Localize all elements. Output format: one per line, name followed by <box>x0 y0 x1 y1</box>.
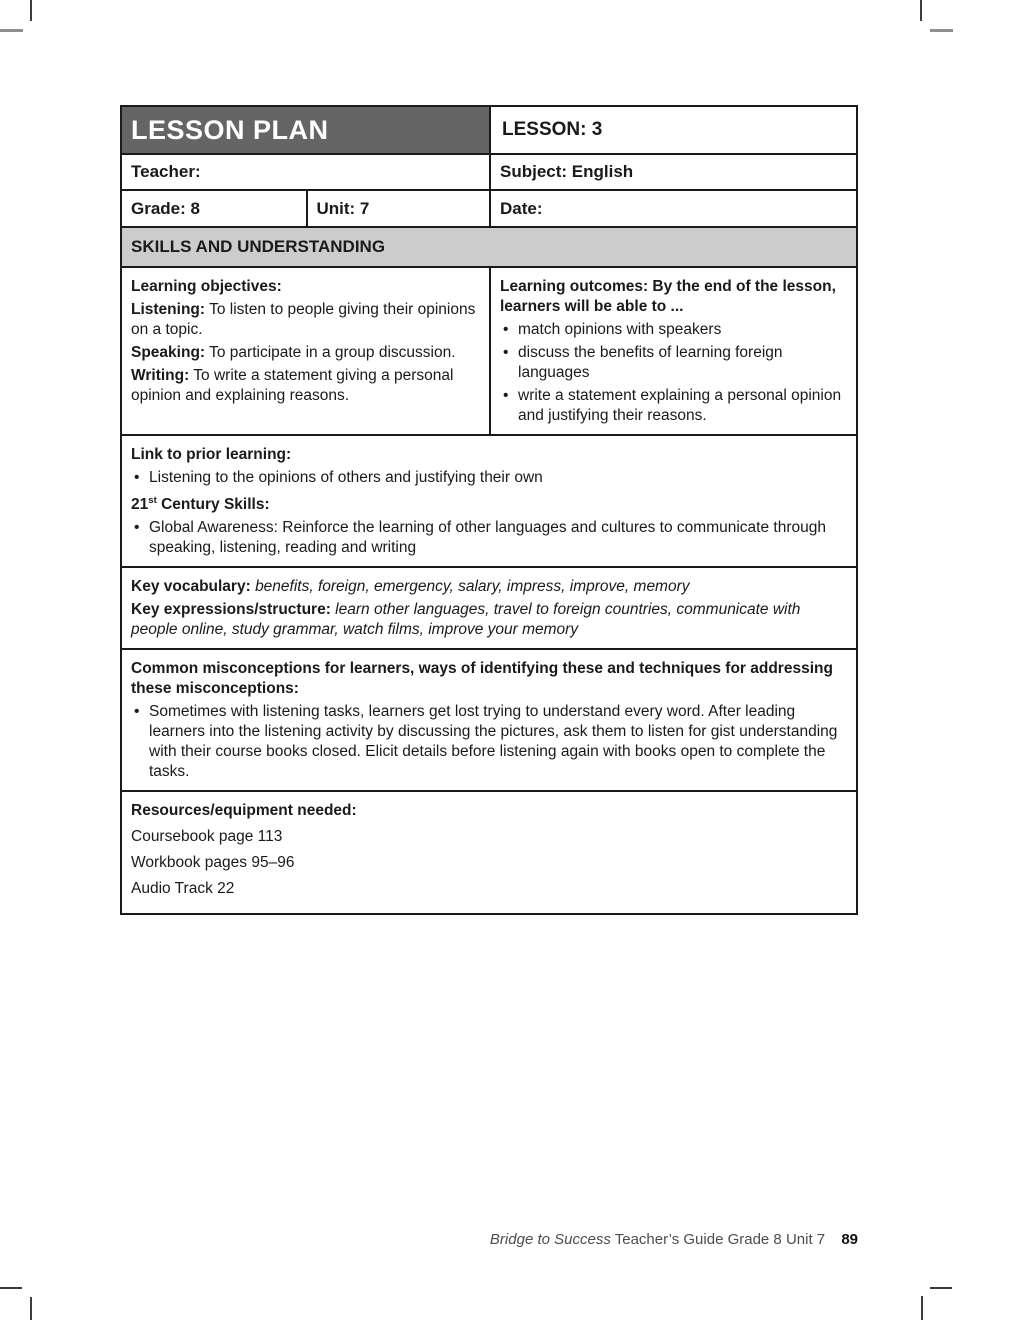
vocabulary-cell <box>122 568 856 648</box>
crop-mark-bottom-left-horizontal <box>0 1287 22 1289</box>
misconceptions-heading: Common misconceptions for learners, ways of identifying these and techniques for addressing these misconceptions: <box>131 660 833 698</box>
outcome-bullet: • write a statement explaining a personal opinion and justifying their reasons. <box>500 386 846 426</box>
lesson-plan-table <box>120 105 858 915</box>
objective-speaking: Speaking: To participate in a group discussion. <box>131 344 456 361</box>
table-row-vocabulary <box>122 568 856 650</box>
outcomes-heading: Learning outcomes: By the end of the lesson, learners will be able to ... <box>500 278 836 315</box>
unit-label: Unit: 7 <box>306 191 490 226</box>
footer-guide-text: Teacher’s Guide Grade 8 Unit 7 <box>614 1231 826 1248</box>
crop-mark-top-right-vertical <box>920 0 922 21</box>
objectives-heading: Learning objectives: <box>131 278 282 295</box>
date-label: Date: <box>489 191 856 226</box>
table-row-prior-learning <box>122 436 856 568</box>
table-row-teacher-subject <box>122 155 856 191</box>
teacher-label: Teacher: <box>131 162 201 181</box>
subject-label: Subject: English <box>489 155 856 189</box>
crop-mark-top-left-horizontal <box>0 29 23 32</box>
resource-item: Workbook pages 95–96 <box>131 854 295 872</box>
key-vocabulary-line: Key vocabulary: benefits, foreign, emergency, salary, impress, improve, memory <box>131 578 690 596</box>
outcome-bullet: • match opinions with speakers <box>500 320 846 340</box>
objective-writing: Writing: To write a statement giving a personal opinion and explaining reasons. <box>131 367 454 404</box>
crop-mark-bottom-right-vertical <box>921 1296 923 1320</box>
crop-mark-top-right-horizontal <box>930 29 953 32</box>
prior-learning-cell <box>122 436 856 566</box>
table-row-misconceptions <box>122 650 856 792</box>
resources-heading: Resources/equipment needed: <box>131 802 357 820</box>
page-footer <box>490 1231 858 1248</box>
section-title: SKILLS AND UNDERSTANDING <box>122 228 856 266</box>
footer-page-number: 89 <box>841 1231 858 1248</box>
misconceptions-bullet: • Sometimes with listening tasks, learners get lost trying to understand every word. After leading learners into the listening activity by discussing the pictures, ask them to listen for gist understanding with their course books closed. Elicit details before listening again with books open to complete the tasks. <box>131 702 846 782</box>
resource-item: Coursebook page 113 <box>131 828 283 846</box>
prior-learning-heading: Link to prior learning: <box>131 446 292 463</box>
crop-mark-bottom-right-horizontal <box>930 1287 952 1289</box>
learning-objectives-cell <box>122 268 489 434</box>
table-row-resources <box>122 792 856 913</box>
century-skills-heading: 21st Century Skills: <box>131 495 270 514</box>
century-skills-bullet: • Global Awareness: Reinforce the learning of other languages and cultures to communicate through speaking, listening, reading and writing <box>131 518 846 558</box>
resources-cell <box>122 792 856 913</box>
lesson-number: LESSON: 3 <box>489 107 856 153</box>
table-row-grade-unit-date <box>122 191 856 228</box>
crop-mark-bottom-left-vertical <box>30 1297 32 1320</box>
table-row-title <box>122 107 856 155</box>
outcome-bullet: • discuss the benefits of learning foreign languages <box>500 343 846 383</box>
prior-learning-bullet: • Listening to the opinions of others and justifying their own <box>131 468 846 488</box>
resource-item: Audio Track 22 <box>131 880 235 898</box>
table-row-objectives-outcomes <box>122 268 856 436</box>
key-expressions-line: Key expressions/structure: learn other languages, travel to foreign countries, communicate with people online, study grammar, watch films, improve your memory <box>131 601 801 639</box>
footer-book-title: Bridge to Success <box>489 1231 611 1248</box>
table-row-section-header <box>122 228 856 268</box>
learning-outcomes-cell <box>489 268 856 434</box>
grade-label: Grade: 8 <box>131 198 200 218</box>
misconceptions-cell <box>122 650 856 790</box>
lesson-plan-title: LESSON PLAN <box>122 107 489 153</box>
objective-listening: Listening: To listen to people giving their opinions on a topic. <box>131 301 476 338</box>
crop-mark-top-left-vertical <box>30 0 32 21</box>
